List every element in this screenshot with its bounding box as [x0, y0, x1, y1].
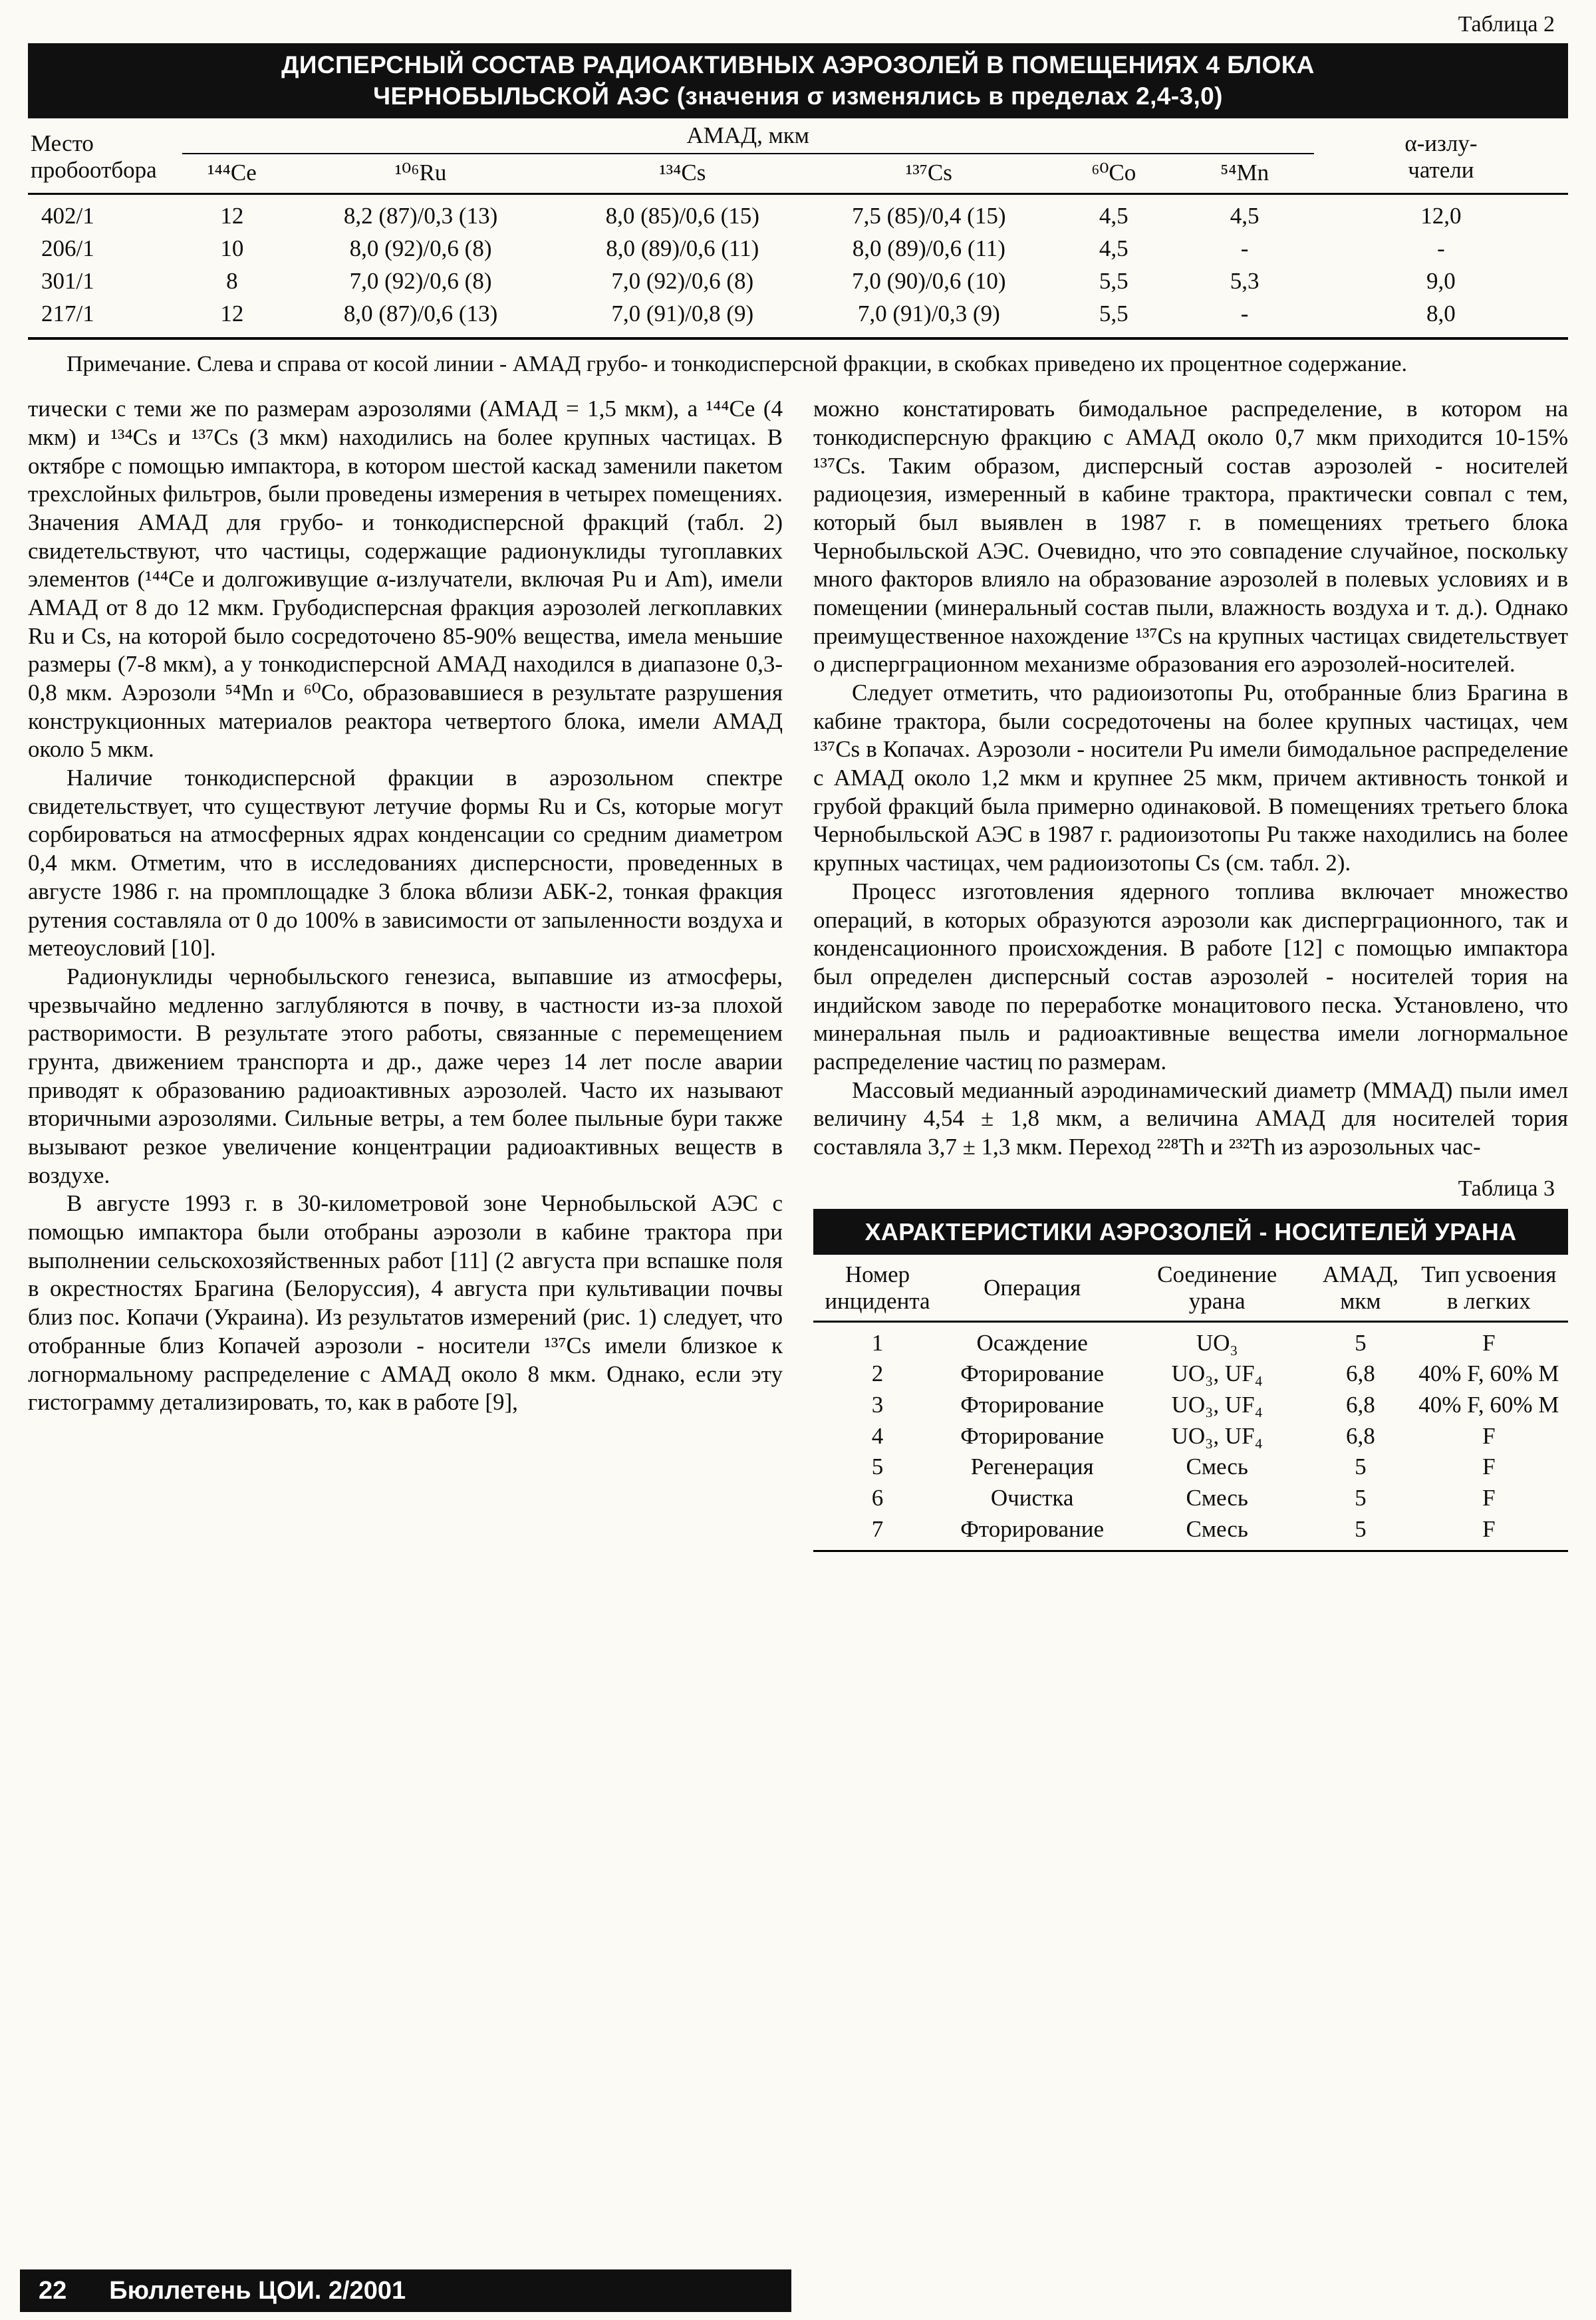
cell-ru106: 8,0 (92)/0,6 (8): [349, 235, 492, 262]
table2-header-place-line2: пробоотбора: [31, 157, 157, 184]
cell-cs134: 8,0 (89)/0,6 (11): [606, 235, 759, 262]
cell-co60: 4,5: [1099, 203, 1129, 229]
cell-compound: Смесь: [1123, 1514, 1311, 1551]
cell-uptake: 40% F, 60% M: [1418, 1360, 1559, 1387]
table2-header-isotope-ce144: ¹⁴⁴Ce: [182, 154, 283, 194]
cell-cs137: 8,0 (89)/0,6 (11): [852, 235, 1005, 262]
paragraph: Следует отметить, что радиоизотопы Pu, отобранные близ Брагина в кабине трактора, были сосредоточены на более крупных частицах, чем ¹³⁷Cs в Копачах. Аэрозоли - носители Pu имели бимодальное распределение с АМАД около 1,2 мкм и крупнее 25 мкм, причем активность тонкой и грубой фракций была примерно одинаковой. В помещениях третьего блока Чернобыльской АЭС в 1987 г. радиоизотопы Pu также находились на более крупных частицах, чем радиоизотопы Cs (см. табл. 2).: [813, 680, 1568, 876]
cell-incident: 6: [871, 1485, 884, 1511]
paragraph: можно констатировать бимодальное распределение, в котором на тонкодисперсную фракцию с АМАД около 0,7 мкм приходится 10-15% ¹³⁷Cs. Таким образом, дисперсный состав аэрозолей - носителей радиоцезия, измеренный в кабине трактора, практически совпал с тем, который был выявлен в 1987 г. в помещениях третьего блока Чернобыльской АЭС. Очевидно, что это совпадение случайное, поскольку много факторов влияло на образование аэрозолей в полевых условиях и в помещении (минеральный состав пыли, влажность воздуха и т. д.). Однако преимущественное нахождение ¹³⁷Cs на крупных частицах свидетельствует о дисперграционном механизме образования его аэрозолей-носителей.: [813, 396, 1568, 678]
table3-header-uptake: Тип усвоения в легких: [1410, 1255, 1568, 1321]
table-row: [28, 194, 1568, 233]
cell-amad: 6,8: [1345, 1392, 1375, 1418]
cell-cs137: 7,0 (91)/0,3 (9): [806, 298, 1053, 338]
cell-operation: Очистка: [990, 1485, 1074, 1511]
table2-title-line1: ДИСПЕРСНЫЙ СОСТАВ РАДИОАКТИВНЫХ АЭРОЗОЛЕЙ В ПОМЕЩЕНИЯХ 4 БЛОКА: [281, 51, 1315, 79]
cell-operation: Фторирование: [960, 1360, 1105, 1387]
cell-place: 206/1: [41, 235, 94, 262]
cell-uptake: 40% F, 60% M: [1418, 1392, 1559, 1418]
cell-place: 217/1: [28, 298, 182, 338]
cell-amad: 5: [1355, 1329, 1367, 1356]
cell-incident: 7: [813, 1514, 942, 1551]
cell-co60: 5,5: [1052, 298, 1175, 338]
article-columns: [28, 395, 1568, 1552]
table2-header-alpha-line2: чатели: [1408, 157, 1474, 184]
cell-alpha: 9,0: [1426, 268, 1456, 295]
cell-uptake: F: [1482, 1329, 1496, 1356]
table2-header-isotope-cs134: ¹³⁴Cs: [559, 154, 806, 194]
cell-amad: 6,8: [1345, 1360, 1375, 1387]
table2-header-place: [28, 121, 182, 194]
paragraph: Радионуклиды чернобыльского генезиса, выпавшие из атмосферы, чрезвычайно медленно заглубляются в почву, в частности из-за плохой растворимости. В результате этого работы, связанные с перемещением грунта, движением транспорта и др., даже через 14 лет после аварии приводят к образованию радиоактивных аэрозолей. Часто их называют вторичными аэрозолями. Сильные ветры, а тем более пыльные бури также вызывают резкое увеличение концентрации радиоактивных веществ в воздухе.: [28, 963, 783, 1188]
cell-ru106: 8,2 (87)/0,3 (13): [343, 203, 498, 229]
table2-header-isotope-mn54: ⁵⁴Mn: [1175, 154, 1313, 194]
left-column: [28, 395, 783, 1552]
table2-header-isotope-co60: ⁶⁰Co: [1052, 154, 1175, 194]
cell-cs137: 7,5 (85)/0,4 (15): [852, 203, 1006, 229]
cell-amad: 5: [1355, 1454, 1367, 1480]
cell-compound: UO₃, UF₄: [1171, 1422, 1263, 1449]
cell-compound: UO₃: [1196, 1329, 1238, 1356]
table-row: [28, 233, 1568, 265]
cell-incident: 4: [871, 1422, 884, 1449]
paragraph: Наличие тонкодисперсной фракции в аэрозольном спектре свидетельствует, что существуют летучие формы Ru и Cs, которые могут сорбироваться на атмосферных ядрах конденсации со средним диаметром 0,4 мкм. Отметим, что в исследованиях дисперсности, проведенных в августе 1986 г. на промплощадке 3 блока вблизи АБК-2, тонкая фракция рутения составляла от 0 до 100% в зависимости от запыленности воздуха и метеоусловий [10].: [28, 765, 783, 962]
table2-title-line2: ЧЕРНОБЫЛЬСКОЙ АЭС (значения σ изменялись в пределах 2,4-3,0): [373, 82, 1223, 110]
table2-header-amad: АМАД, мкм: [182, 121, 1314, 154]
table2-caption: Таблица 2: [1458, 12, 1555, 37]
footer-bar: [20, 2269, 791, 2312]
cell-compound: UO₃, UF₄: [1171, 1392, 1263, 1418]
cell-mn54: -: [1175, 298, 1313, 338]
paragraph: Массовый медианный аэродинамический диаметр (ММАД) пыли имел величину 4,54 ± 1,8 мкм, а величина АМАД для носителей тория составляла 3,7 ± 1,3 мкм. Переход ²²⁸Th и ²³²Th из аэрозольных час-: [813, 1077, 1568, 1160]
cell-co60: 4,5: [1099, 235, 1129, 262]
cell-uptake: F: [1482, 1422, 1496, 1449]
cell-incident: 5: [871, 1454, 884, 1480]
cell-ce144: 12: [182, 298, 283, 338]
cell-cs137: 7,0 (90)/0,6 (10): [852, 268, 1006, 295]
cell-incident: 1: [871, 1329, 884, 1356]
cell-ce144: 10: [220, 235, 244, 262]
cell-ce144: 8: [226, 268, 238, 295]
table2-header-place-line1: Место: [31, 130, 94, 156]
table3-header-operation: Операция: [942, 1255, 1123, 1321]
cell-cs134: 7,0 (91)/0,8 (9): [559, 298, 806, 338]
table3-header-compound: Соединение урана: [1123, 1255, 1311, 1321]
table-row: [28, 298, 1568, 338]
table-row: [813, 1321, 1568, 1358]
right-column: [813, 395, 1568, 1552]
cell-alpha: 12,0: [1420, 203, 1462, 229]
table-row: [813, 1514, 1568, 1551]
table-row: [813, 1358, 1568, 1390]
cell-operation: Фторирование: [942, 1514, 1123, 1551]
table2-header-isotope-ru106: ¹⁰⁶Ru: [282, 154, 559, 194]
cell-incident: 2: [871, 1360, 884, 1387]
page-number: 22: [39, 2276, 67, 2305]
table-row: [813, 1452, 1568, 1483]
table-row: [813, 1421, 1568, 1452]
table2: [28, 121, 1568, 340]
table2-title-bar: [28, 43, 1568, 118]
cell-place: 402/1: [41, 203, 94, 229]
cell-alpha: 8,0: [1314, 298, 1568, 338]
table3-header-incident: Номер инцидента: [813, 1255, 942, 1321]
paragraph: тически с теми же по размерам аэрозолями (АМАД = 1,5 мкм), а ¹⁴⁴Ce (4 мкм) и ¹³⁴Cs и ¹³⁷Cs (3 мкм) находились на более крупных частицах. В октябре с помощью импактора, в котором шестой каскад заменили пакетом трехслойных фильтров, были проведены измерения в четырех помещениях. Значения АМАД для грубо- и тонкодисперсной фракций (табл. 2) свидетельствуют, что частицы, содержащие радионуклиды тугоплавких элементов (¹⁴⁴Ce и долгоживущие α-излучатели, включая Pu и Am), имели АМАД от 8 до 12 мкм. Грубодисперсная фракция аэрозолей легкоплавких Ru и Cs, на которой было сосредоточено 85-90% вещества, имела меньшие размеры (7-8 мкм), а у тонкодисперсной АМАД находился в диапазоне 0,3-0,8 мкм. Аэрозоли ⁵⁴Mn и ⁶⁰Co, образовавшиеся в результате разрушения конструкционных материалов реактора четвертого блока, имели АМАД около 5 мкм.: [28, 396, 783, 763]
cell-co60: 5,5: [1099, 268, 1129, 295]
cell-uptake: F: [1482, 1454, 1496, 1480]
table3-title-bar: ХАРАКТЕРИСТИКИ АЭРОЗОЛЕЙ - НОСИТЕЛЕЙ УРАНА: [813, 1209, 1568, 1255]
table-row: [28, 265, 1568, 298]
cell-compound: Смесь: [1186, 1454, 1248, 1480]
table3: [813, 1255, 1568, 1552]
cell-ru106: 7,0 (92)/0,6 (8): [349, 268, 492, 295]
cell-place: 301/1: [41, 268, 94, 295]
table2-header-alpha-line1: α-излу-: [1404, 130, 1478, 156]
cell-cs134: 7,0 (92)/0,6 (8): [611, 268, 754, 295]
cell-amad: 6,8: [1345, 1422, 1375, 1449]
paragraph: Процесс изготовления ядерного топлива включает множество операций, в которых образуются аэрозоли как дисперграционного, так и конденсационного происхождения. В работе [12] с помощью импактора был определен дисперсный состав аэрозолей - носителей тория на индийском заводе по переработке монацитового песка. Установлено, что минеральная пыль и радиоактивные вещества имели логнормальное распределение частиц по размерам.: [813, 878, 1568, 1075]
cell-mn54: -: [1240, 235, 1249, 262]
cell-operation: Фторирование: [960, 1392, 1105, 1418]
cell-compound: Смесь: [1186, 1485, 1248, 1511]
cell-operation: Фторирование: [960, 1422, 1105, 1449]
cell-operation: Осаждение: [976, 1329, 1088, 1356]
cell-operation: Регенерация: [970, 1454, 1094, 1480]
table-row: [813, 1483, 1568, 1514]
table3-header-amad: АМАД, мкм: [1311, 1255, 1410, 1321]
cell-incident: 3: [871, 1392, 884, 1418]
cell-mn54: 4,5: [1230, 203, 1260, 229]
cell-mn54: 5,3: [1230, 268, 1260, 295]
cell-alpha: -: [1437, 235, 1445, 262]
table3-caption: Таблица 3: [1458, 1176, 1555, 1201]
cell-amad: 5: [1355, 1485, 1367, 1511]
cell-ru106: 8,0 (87)/0,6 (13): [282, 298, 559, 338]
table-row: [813, 1390, 1568, 1421]
cell-compound: UO₃, UF₄: [1171, 1360, 1263, 1387]
cell-amad: 5: [1311, 1514, 1410, 1551]
cell-uptake: F: [1482, 1485, 1496, 1511]
table2-header-isotope-cs137: ¹³⁷Cs: [806, 154, 1053, 194]
cell-uptake: F: [1410, 1514, 1568, 1551]
cell-cs134: 8,0 (85)/0,6 (15): [605, 203, 759, 229]
paragraph: В августе 1993 г. в 30-километровой зоне Чернобыльской АЭС с помощью импактора были отобраны аэрозоли в кабине трактора при выполнении сельскохозяйственных работ [11] (2 августа при вспашке поля в окрестностях Брагина (Белоруссия), 4 августа при культивации почвы близ пос. Копачи (Украина). Из результатов измерений (рис. 1) следует, что отобранные близ Копачей аэрозоли - носители ¹³⁷Cs имели близкое к логнормальному распределение с АМАД около 8 мкм. Однако, если эту гистограмму детализировать, то, как в работе [9],: [28, 1190, 783, 1416]
cell-ce144: 12: [220, 203, 244, 229]
footer-label: Бюллетень ЦОИ. 2/2001: [109, 2276, 406, 2305]
table2-note: Примечание. Слева и справа от косой линии - АМАД грубо- и тонкодисперсной фракции, в скобках приведено их процентное содержание.: [66, 351, 1407, 376]
table2-header-alpha: [1314, 121, 1568, 194]
